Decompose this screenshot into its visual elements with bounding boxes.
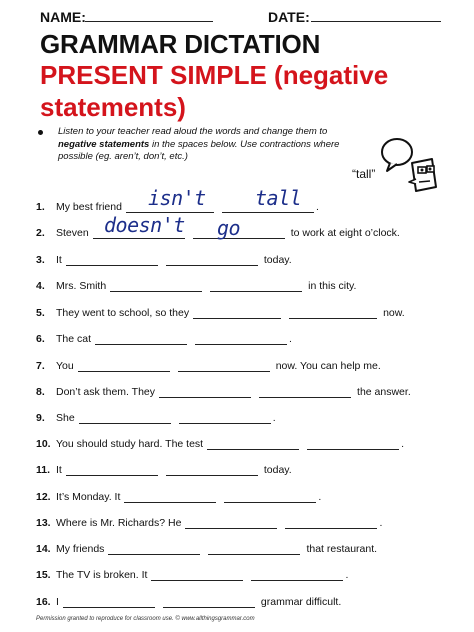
item-text-after: .: [345, 569, 349, 581]
instructions: [58, 126, 358, 164]
date-field[interactable]: [311, 9, 441, 22]
list-item: [36, 458, 292, 476]
list-item: [36, 327, 292, 345]
instructions-text-1: Listen to your teacher read aloud the words and change them to: [58, 126, 328, 137]
answer-blank-1[interactable]: [207, 438, 299, 450]
answer-blank-1[interactable]: [110, 280, 202, 292]
item-text-before: She: [56, 412, 75, 424]
item-number: 3.: [36, 254, 45, 266]
name-label: NAME:: [40, 9, 86, 25]
answer-blank-2[interactable]: [178, 360, 270, 372]
list-item: [36, 274, 356, 292]
item-text-after: .: [272, 412, 276, 424]
item-number: 9.: [36, 412, 45, 424]
handwriting-item2-b: go: [217, 216, 241, 240]
item-number: 16.: [36, 596, 51, 608]
answer-blank-2[interactable]: [195, 333, 287, 345]
handwriting-item2-a: doesn't: [104, 213, 185, 237]
item-number: 13.: [36, 517, 51, 529]
item-text-before: Steven: [56, 227, 89, 239]
list-item: [36, 301, 405, 319]
answer-blank-2[interactable]: [285, 517, 377, 529]
item-text-after: grammar difficult.: [260, 596, 342, 608]
item-text-after: now.: [383, 307, 405, 319]
item-text-after: .: [318, 491, 322, 503]
answer-blank-1[interactable]: [151, 569, 243, 581]
answer-blank-2[interactable]: [307, 438, 399, 450]
item-text-before: The cat: [56, 333, 92, 345]
answer-blank-1[interactable]: [124, 491, 216, 503]
item-text-after: in this city.: [308, 280, 357, 292]
answer-blank-2[interactable]: [251, 569, 343, 581]
answer-blank-1[interactable]: [185, 517, 277, 529]
instructions-text-2: in the spaces below. Use contractions where possible (eg. aren’t, don’t, etc.): [58, 138, 340, 162]
list-item: [36, 485, 321, 503]
footer-copyright: Permission granted to reproduce for classroom use. © www.allthingsgrammar.com: [36, 616, 255, 622]
item-number: 7.: [36, 360, 45, 372]
item-text-after: today.: [263, 254, 292, 266]
example-word: “tall”: [352, 167, 376, 181]
answer-blank-2[interactable]: [166, 464, 258, 476]
item-number: 2.: [36, 227, 45, 239]
page-subtitle-line-2: statements): [40, 92, 186, 122]
list-item: [36, 354, 381, 372]
list-item: [36, 406, 276, 424]
item-number: 5.: [36, 307, 45, 319]
item-text-before: The TV is broken. It: [56, 569, 148, 581]
list-item: [36, 537, 377, 555]
item-number: 14.: [36, 543, 51, 555]
bullet-icon: [38, 130, 43, 135]
answer-blank-1[interactable]: [159, 386, 251, 398]
item-number: 8.: [36, 386, 45, 398]
handwriting-item1-b: tall: [255, 186, 302, 210]
list-item: [36, 511, 382, 529]
answer-blank-2[interactable]: [179, 412, 271, 424]
item-text-after: the answer.: [357, 386, 411, 398]
speaking-face-icon: [378, 135, 442, 197]
page-title: GRAMMAR DICTATION: [40, 29, 321, 59]
item-text-before: Don’t ask them. They: [56, 386, 156, 398]
answer-blank-1[interactable]: [66, 464, 158, 476]
answer-blank-2[interactable]: [166, 254, 258, 266]
list-item: [36, 248, 292, 266]
item-number: 15.: [36, 569, 51, 581]
item-number: 11.: [36, 464, 51, 476]
item-number: 10.: [36, 438, 51, 450]
item-text-after: .: [289, 333, 292, 345]
item-text-before: I: [56, 596, 59, 608]
answer-blank-1[interactable]: [193, 307, 281, 319]
item-text-after: that restaurant.: [306, 543, 378, 555]
answer-blank-2[interactable]: [163, 596, 255, 608]
list-item: [36, 563, 348, 581]
page-subtitle-line-1: PRESENT SIMPLE (negative: [40, 60, 389, 90]
list-item: [36, 590, 341, 608]
answer-blank-2[interactable]: [224, 491, 316, 503]
list-item: [36, 432, 404, 450]
answer-blank-1[interactable]: [108, 543, 200, 555]
item-text-after: to work at eight o’clock.: [290, 227, 400, 239]
item-text-after: now. You can help me.: [275, 360, 381, 372]
item-number: 1.: [36, 201, 45, 213]
item-text-after: .: [379, 517, 383, 529]
date-label: DATE:: [268, 9, 310, 25]
answer-blank-1[interactable]: [79, 412, 171, 424]
item-text-after: .: [401, 438, 405, 450]
item-text-before: You: [56, 360, 74, 372]
list-item: [36, 380, 411, 398]
item-text-before: Where is Mr. Richards? He: [56, 517, 182, 529]
handwriting-item1-a: isn't: [148, 186, 206, 210]
answer-blank-1[interactable]: [66, 254, 158, 266]
item-number: 12.: [36, 491, 51, 503]
answer-blank-2[interactable]: [289, 307, 377, 319]
answer-blank-1[interactable]: [78, 360, 170, 372]
item-text-after: .: [315, 201, 319, 213]
instructions-bold: negative statements: [58, 138, 150, 150]
item-text-before: My best friend: [56, 201, 122, 213]
name-field[interactable]: [85, 9, 213, 22]
item-text-before: Mrs. Smith: [56, 280, 107, 292]
item-text-after: today.: [263, 464, 292, 476]
item-text-before: My friends: [56, 543, 105, 555]
answer-blank-2[interactable]: [259, 386, 351, 398]
item-text-before: It: [56, 254, 62, 266]
answer-blank-2[interactable]: [210, 280, 302, 292]
item-text-before: It: [56, 464, 62, 476]
item-number: 6.: [36, 333, 45, 345]
item-number: 4.: [36, 280, 45, 292]
answer-blank-1[interactable]: [63, 596, 155, 608]
item-text-before: They went to school, so they: [56, 307, 190, 319]
answer-blank-2[interactable]: [208, 543, 300, 555]
item-text-before: You should study hard. The test: [56, 438, 204, 450]
answer-blank-1[interactable]: [95, 333, 187, 345]
item-text-before: It’s Monday. It: [56, 491, 121, 503]
